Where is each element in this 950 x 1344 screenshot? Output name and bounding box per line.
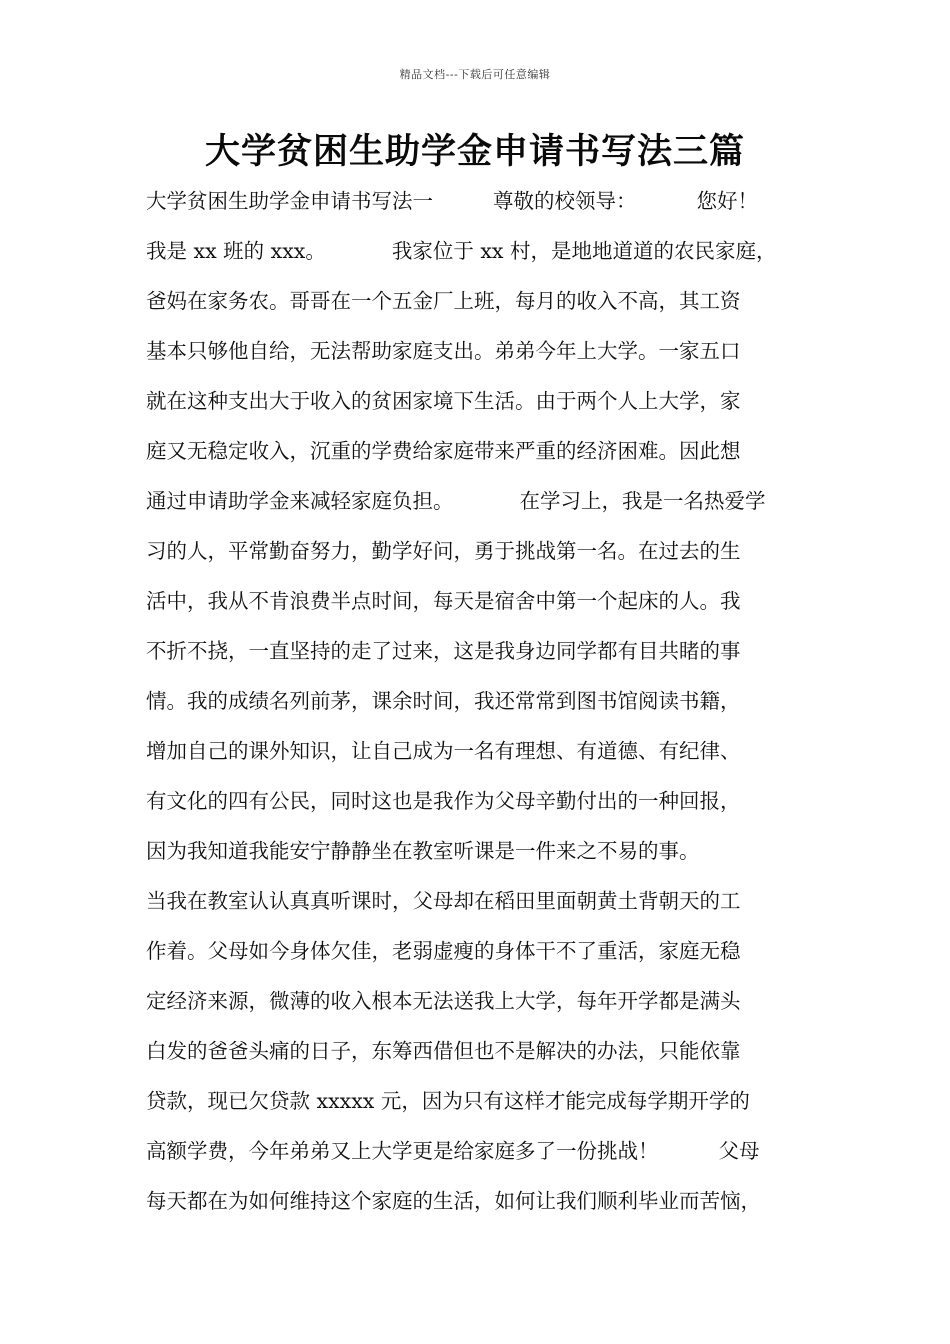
text-line bbox=[146, 1126, 816, 1176]
text-line: 爸妈在家务农。哥哥在一个五金厂上班，每月的收入不高，其工资 bbox=[146, 289, 741, 313]
greeting: 您好！ bbox=[696, 189, 758, 213]
text-line: 因为我知道我能安宁静静坐在教室听课是一件来之不易的事。 bbox=[146, 839, 700, 863]
text-line: 有文化的四有公民，同时这也是我作为父母辛勤付出的一种回报， bbox=[146, 789, 741, 813]
text-line: 不折不挠，一直坚持的走了过来，这是我身边同学都有目共睹的事 bbox=[146, 639, 741, 663]
salutation: 尊敬的校领导： bbox=[493, 189, 637, 213]
text-line: 习的人，平常勤奋努力，勤学好问，勇于挑战第一名。在过去的生 bbox=[146, 539, 741, 563]
line-segment: 我是 xx 班的 xxx。 bbox=[146, 239, 326, 263]
text-line: 基本只够他自给，无法帮助家庭支出。弟弟今年上大学。一家五口 bbox=[146, 339, 741, 363]
text-line: 增加自己的课外知识，让自己成为一名有理想、有道德、有纪律、 bbox=[146, 739, 741, 763]
line-segment: 我家位于 xx 村，是地地道道的农民家庭， bbox=[391, 239, 777, 263]
text-line: 定经济来源，微薄的收入根本无法送我上大学，每年开学都是满头 bbox=[146, 989, 741, 1013]
line-segment: 高额学费，今年弟弟又上大学更是给家庭多了一份挑战！ bbox=[146, 1139, 659, 1163]
line-segment: 通过申请助学金来减轻家庭负担。 bbox=[146, 489, 454, 513]
text-line: 就在这种支出大于收入的贫困家境下生活。由于两个人上大学，家 bbox=[146, 389, 741, 413]
text-line bbox=[146, 226, 816, 276]
text-line: 贷款，现已欠贷款 xxxxx 元，因为只有这样才能完成每学期开学的 bbox=[146, 1089, 750, 1113]
text-line: 当我在教室认认真真听课时，父母却在稻田里面朝黄土背朝天的工 bbox=[146, 889, 741, 913]
text-line: 情。我的成绩名列前茅，课余时间，我还常常到图书馆阅读书籍， bbox=[146, 689, 741, 713]
document-title: 大学贫困生助学金申请书写法三篇 bbox=[204, 132, 745, 172]
text-line bbox=[146, 176, 816, 226]
text-line: 白发的爸爸头痛的日子，东筹西借但也不是解决的办法，只能依靠 bbox=[146, 1039, 741, 1063]
line-segment: 大学贫困生助学金申请书写法一 bbox=[146, 189, 433, 213]
text-line bbox=[146, 476, 816, 526]
header-note: 精品文档---下载后可任意编辑 bbox=[399, 68, 551, 81]
text-line: 活中，我从不肯浪费半点时间，每天是宿舍中第一个起床的人。我 bbox=[146, 589, 741, 613]
line-segment: 在学习上，我是一名热爱学 bbox=[519, 489, 766, 513]
text-line: 庭又无稳定收入，沉重的学费给家庭带来严重的经济困难。因此想 bbox=[146, 439, 741, 463]
text-line: 每天都在为如何维持这个家庭的生活，如何让我们顺利毕业而苦恼， bbox=[146, 1189, 761, 1213]
text-line: 作着。父母如今身体欠佳，老弱虚瘦的身体干不了重活，家庭无稳 bbox=[146, 939, 741, 963]
line-segment: 父母 bbox=[718, 1139, 760, 1163]
body-text bbox=[146, 176, 816, 1226]
